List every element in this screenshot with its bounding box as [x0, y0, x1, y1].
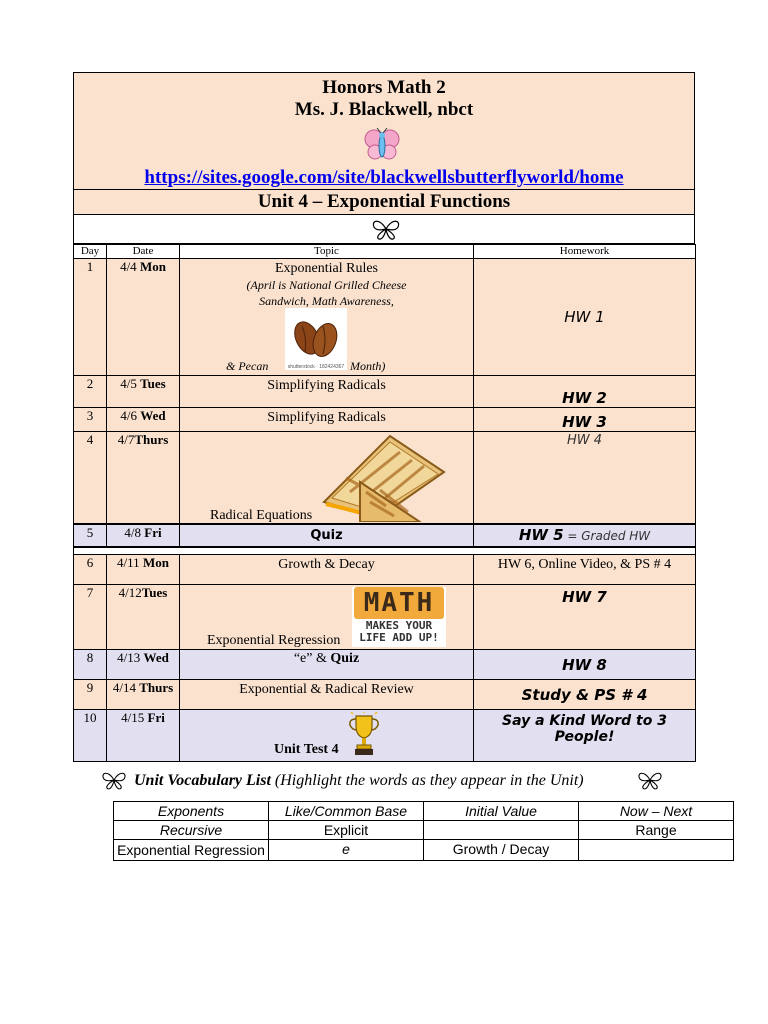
vocab-term: Explicit	[269, 821, 424, 840]
butterfly-icon	[364, 127, 400, 161]
table-row	[74, 432, 696, 524]
table-row	[74, 680, 696, 710]
vocab-row	[114, 840, 734, 861]
table-row	[74, 408, 696, 432]
pecan-icon	[285, 308, 347, 370]
table-row	[74, 585, 696, 650]
weekday-text: Tues	[141, 585, 168, 600]
topic-text: Exponential Rules	[274, 261, 379, 276]
date-text: 4/5	[120, 376, 137, 391]
vocab-title-line	[134, 772, 584, 790]
note-line: Month)	[350, 359, 386, 373]
topic-text: Exponential & Radical Review	[239, 682, 414, 697]
topic-cell	[180, 408, 474, 432]
topic-quiz-text: Quiz	[330, 651, 360, 666]
weekday-text: Tues	[140, 376, 166, 391]
header-block	[73, 72, 695, 190]
topic-text: Radical Equations	[210, 508, 313, 523]
homework-cell	[474, 432, 696, 524]
date-cell	[107, 650, 180, 680]
butterfly-outline-icon	[370, 218, 402, 240]
math-logo	[352, 587, 446, 647]
topic-cell	[180, 710, 474, 762]
topic-cell	[180, 650, 474, 680]
date-text: 4/4	[120, 259, 137, 274]
date-cell	[107, 555, 180, 585]
date-text: 4/13	[117, 650, 141, 665]
date-cell	[107, 680, 180, 710]
day-cell: 4	[74, 432, 107, 524]
date-cell	[107, 259, 180, 376]
butterfly-outline-icon	[100, 769, 128, 791]
topic-cell	[180, 432, 474, 524]
homework-cell	[474, 650, 696, 680]
vocab-term: e	[269, 840, 424, 861]
day-cell: 8	[74, 650, 107, 680]
date-text: 4/6	[120, 408, 138, 423]
note-line: (April is National Grilled Cheese	[246, 278, 407, 292]
vocab-row	[114, 821, 734, 840]
homework-text: HW 4	[566, 433, 603, 448]
topic-text: Simplifying Radicals	[267, 410, 386, 425]
teacher-name: Ms. J. Blackwell, nbct	[294, 99, 474, 120]
weekday-text: Wed	[140, 408, 166, 423]
date-text: 4/15	[121, 710, 145, 725]
vocab-term: Exponential Regression	[114, 840, 269, 861]
math-slogan-line: MAKES YOUR	[365, 619, 433, 632]
vocab-row	[114, 802, 734, 821]
butterfly-outline-icon	[636, 769, 664, 791]
vocab-subtitle: (Highlight the words as they appear in the Unit)	[274, 772, 584, 789]
table-row	[74, 710, 696, 762]
homework-text: HW 7	[562, 588, 607, 606]
vocab-heading	[100, 772, 672, 794]
date-text: 4/14	[112, 680, 136, 695]
day-cell: 10	[74, 710, 107, 762]
homework-text: Study & PS # 4	[521, 685, 648, 704]
grilled-cheese-icon	[320, 432, 448, 522]
date-text: 4/11	[117, 555, 140, 570]
table-row	[74, 650, 696, 680]
pecan-image	[285, 308, 347, 370]
table-row	[74, 259, 696, 376]
date-cell	[107, 710, 180, 762]
topic-cell	[180, 585, 474, 650]
schedule-table	[73, 244, 696, 762]
april-note	[180, 277, 473, 309]
date-text: 4/12	[118, 585, 142, 600]
day-cell: 2	[74, 376, 107, 408]
vocab-term: Now – Next	[579, 802, 734, 821]
day-cell: 5	[74, 524, 107, 547]
date-cell	[107, 408, 180, 432]
col-day-header: Day	[74, 245, 107, 259]
topic-cell	[180, 680, 474, 710]
homework-text: HW 8	[562, 655, 607, 674]
weekday-text: Fri	[147, 710, 165, 725]
date-cell	[107, 432, 180, 524]
homework-text: HW 5	[518, 526, 564, 544]
note-line: & Pecan	[226, 359, 269, 373]
course-title: Honors Math 2	[322, 77, 446, 98]
day-cell: 9	[74, 680, 107, 710]
vocab-term: Growth / Decay	[424, 840, 579, 861]
homework-text: Say a Kind Word to 3 People!	[502, 713, 667, 745]
homework-text: HW 2	[562, 389, 607, 407]
homework-text: HW 1	[564, 308, 605, 326]
col-homework-header: Homework	[474, 245, 696, 259]
homework-note: = Graded HW	[563, 529, 651, 543]
unit-title: Unit 4 – Exponential Functions	[73, 190, 695, 215]
spacer-row	[74, 547, 696, 555]
homework-cell	[474, 408, 696, 432]
vocab-term: Range	[579, 821, 734, 840]
homework-cell	[474, 524, 696, 547]
col-topic-header: Topic	[180, 245, 474, 259]
date-cell	[107, 376, 180, 408]
homework-cell	[474, 259, 696, 376]
table-row	[74, 555, 696, 585]
vocab-term	[579, 840, 734, 861]
day-cell: 6	[74, 555, 107, 585]
syllabus-sheet	[73, 72, 695, 762]
note-line: Sandwich, Math Awareness,	[259, 294, 394, 308]
homework-cell	[474, 376, 696, 408]
day-cell: 7	[74, 585, 107, 650]
day-cell: 3	[74, 408, 107, 432]
vocab-title: Unit Vocabulary List	[134, 772, 271, 789]
vocab-term: Like/Common Base	[269, 802, 424, 821]
weekday-text: Thurs	[134, 432, 169, 447]
vocab-term: Recursive	[114, 821, 269, 840]
weekday-text: Mon	[142, 555, 169, 570]
day-cell: 1	[74, 259, 107, 376]
date-cell	[107, 585, 180, 650]
date-text: 4/7	[117, 432, 135, 447]
homework-cell	[474, 585, 696, 650]
col-date-header: Date	[107, 245, 180, 259]
vocab-term: Exponents	[114, 802, 269, 821]
spacer-cell	[74, 547, 696, 555]
vocab-term: Initial Value	[424, 802, 579, 821]
weekday-text: Fri	[144, 524, 162, 540]
vocab-table	[113, 801, 734, 861]
table-row	[74, 376, 696, 408]
topic-text: Quiz	[180, 524, 474, 547]
image-caption: shutterstock · 182424367	[287, 364, 345, 370]
homework-text: HW 3	[562, 413, 607, 431]
topic-text: Exponential Regression	[207, 633, 341, 648]
butterfly-divider	[73, 215, 695, 244]
website-link[interactable]: https://sites.google.com/site/blackwellsbutterflyworld/home	[144, 167, 624, 188]
math-word: MATH	[354, 587, 444, 619]
table-header-row	[74, 245, 696, 259]
weekday-text: Mon	[139, 259, 166, 274]
topic-text: Growth & Decay	[278, 557, 375, 572]
math-slogan-line: LIFE ADD UP!	[359, 631, 439, 644]
topic-text: Simplifying Radicals	[267, 378, 386, 393]
weekday-text: Thurs	[139, 680, 174, 695]
table-row	[74, 524, 696, 547]
topic-cell	[180, 555, 474, 585]
homework-cell	[474, 710, 696, 762]
topic-cell	[180, 259, 474, 376]
topic-text: Unit Test 4	[274, 742, 339, 757]
topic-cell	[180, 376, 474, 408]
vocab-term	[424, 821, 579, 840]
date-cell	[107, 524, 180, 547]
homework-cell	[474, 680, 696, 710]
date-text: 4/8	[124, 524, 142, 540]
homework-cell	[474, 555, 696, 585]
weekday-text: Wed	[143, 650, 169, 665]
topic-text: “e” &	[293, 651, 331, 666]
homework-text: HW 6, Online Video, & PS # 4	[497, 557, 672, 572]
trophy-icon	[348, 712, 380, 756]
